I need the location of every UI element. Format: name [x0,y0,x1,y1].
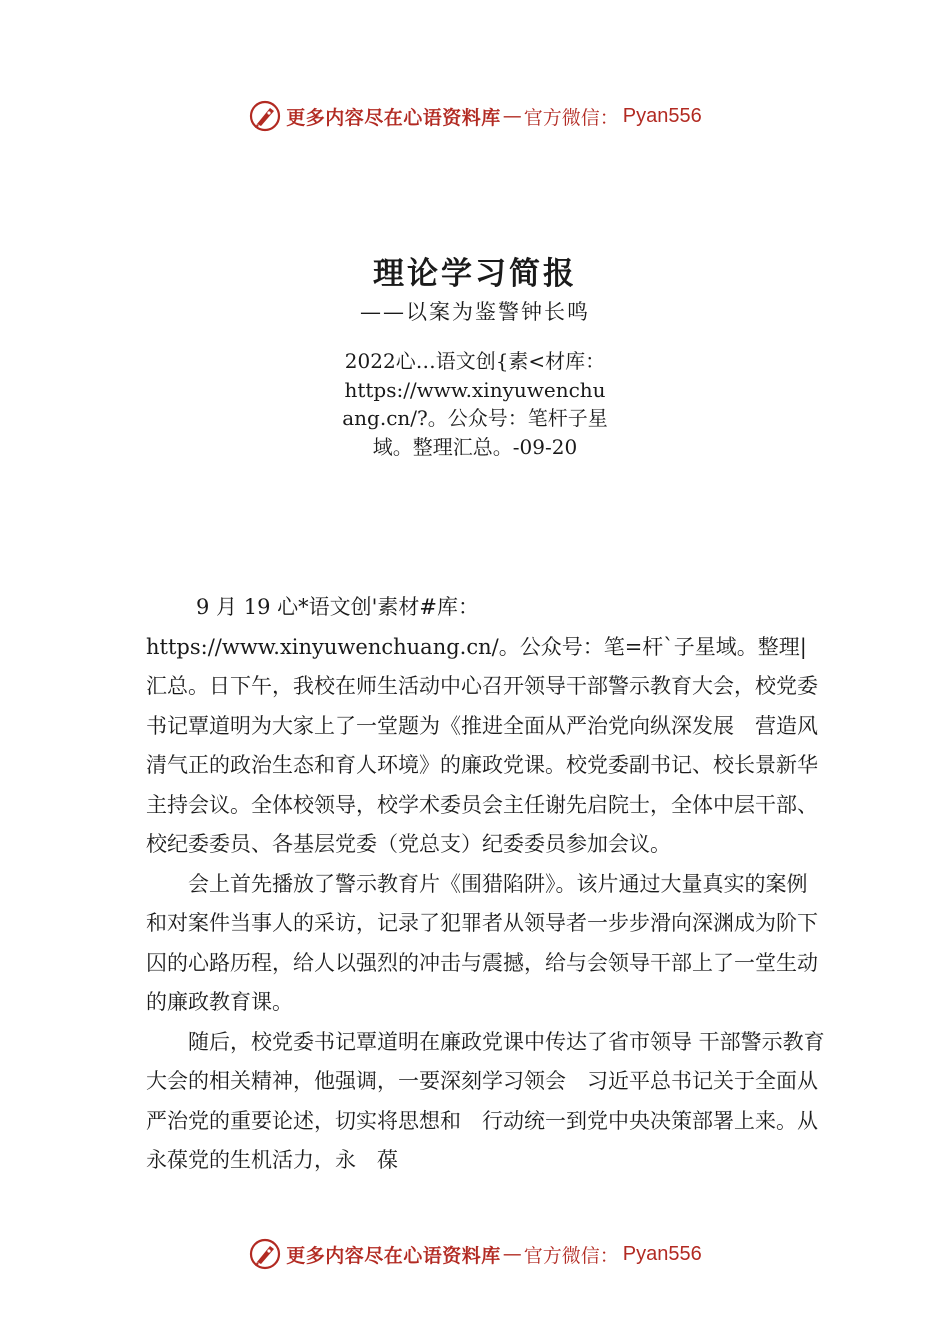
paragraph-2: 会上首先播放了警示教育片《围猎陷阱》。该片通过大量真实的案例和对案件当事人的采访，记录了犯罪者从领导者一步步滑向深渊成为阶下囚的心路历程，给人以强烈的冲击与震撼，给与会领导干部上了一堂生动的廉政教育课。 [146,871,818,1014]
document-title: 理论学习简报 [373,256,577,292]
footer-banner [0,1234,950,1274]
document-subtitle: ——以案为鉴警钟长鸣 [360,300,590,324]
banner-wechat-id: Pyan556 [622,104,702,127]
banner-dash: — [502,1243,522,1265]
source-note: 2022心…语文创{素<材库：https://www.xinyuwenchuang.cn/?。公众号：笔杆子星域。整理汇总。-09-20 [342,349,608,459]
document-body [146,588,826,1181]
banner-wechat-label: 官方微信： [523,1244,619,1267]
paragraph-1: 9 月 19 心*语文创'素材#库：https://www.xinyuwenchuang.cn/。公众号：笔=杆`子星域。整理|汇总。日下午，我校在师生活动中心召开领导干部警示教育大会，校党委书记覃道明为大家上了一堂题为《推进全面从严治党向纵深发展 营造风清气正的政治生态和育人环境》的廉政党课。校党委副书记、校长景新华主持会议。全体校领导，校学术委员会主任谢先启院士，全体中层干部、校纪委委员、各基层党委（党总支）纪委委员参加会议。 [146,595,818,856]
banner-dash: — [502,105,522,127]
banner-wechat-id: Pyan556 [622,1242,702,1265]
banner-text: 更多内容尽在心语资料库 [286,1244,501,1267]
header-banner [0,96,950,136]
pen-nib-logo-icon [248,1237,282,1271]
banner-wechat-label: 官方微信： [523,106,619,129]
banner-text: 更多内容尽在心语资料库 [286,106,501,129]
pen-nib-logo-icon [248,99,282,133]
paragraph-3: 随后，校党委书记覃道明在廉政党课中传达了省市领导 干部警示教育大会的相关精神，他强调，一要深刻学习领会 习近平总书记关于全面从严治党的重要论述，切实将思想和 行动统一到党中央决策部署上来。从永葆党的生机活力，永 葆 [146,1029,825,1172]
